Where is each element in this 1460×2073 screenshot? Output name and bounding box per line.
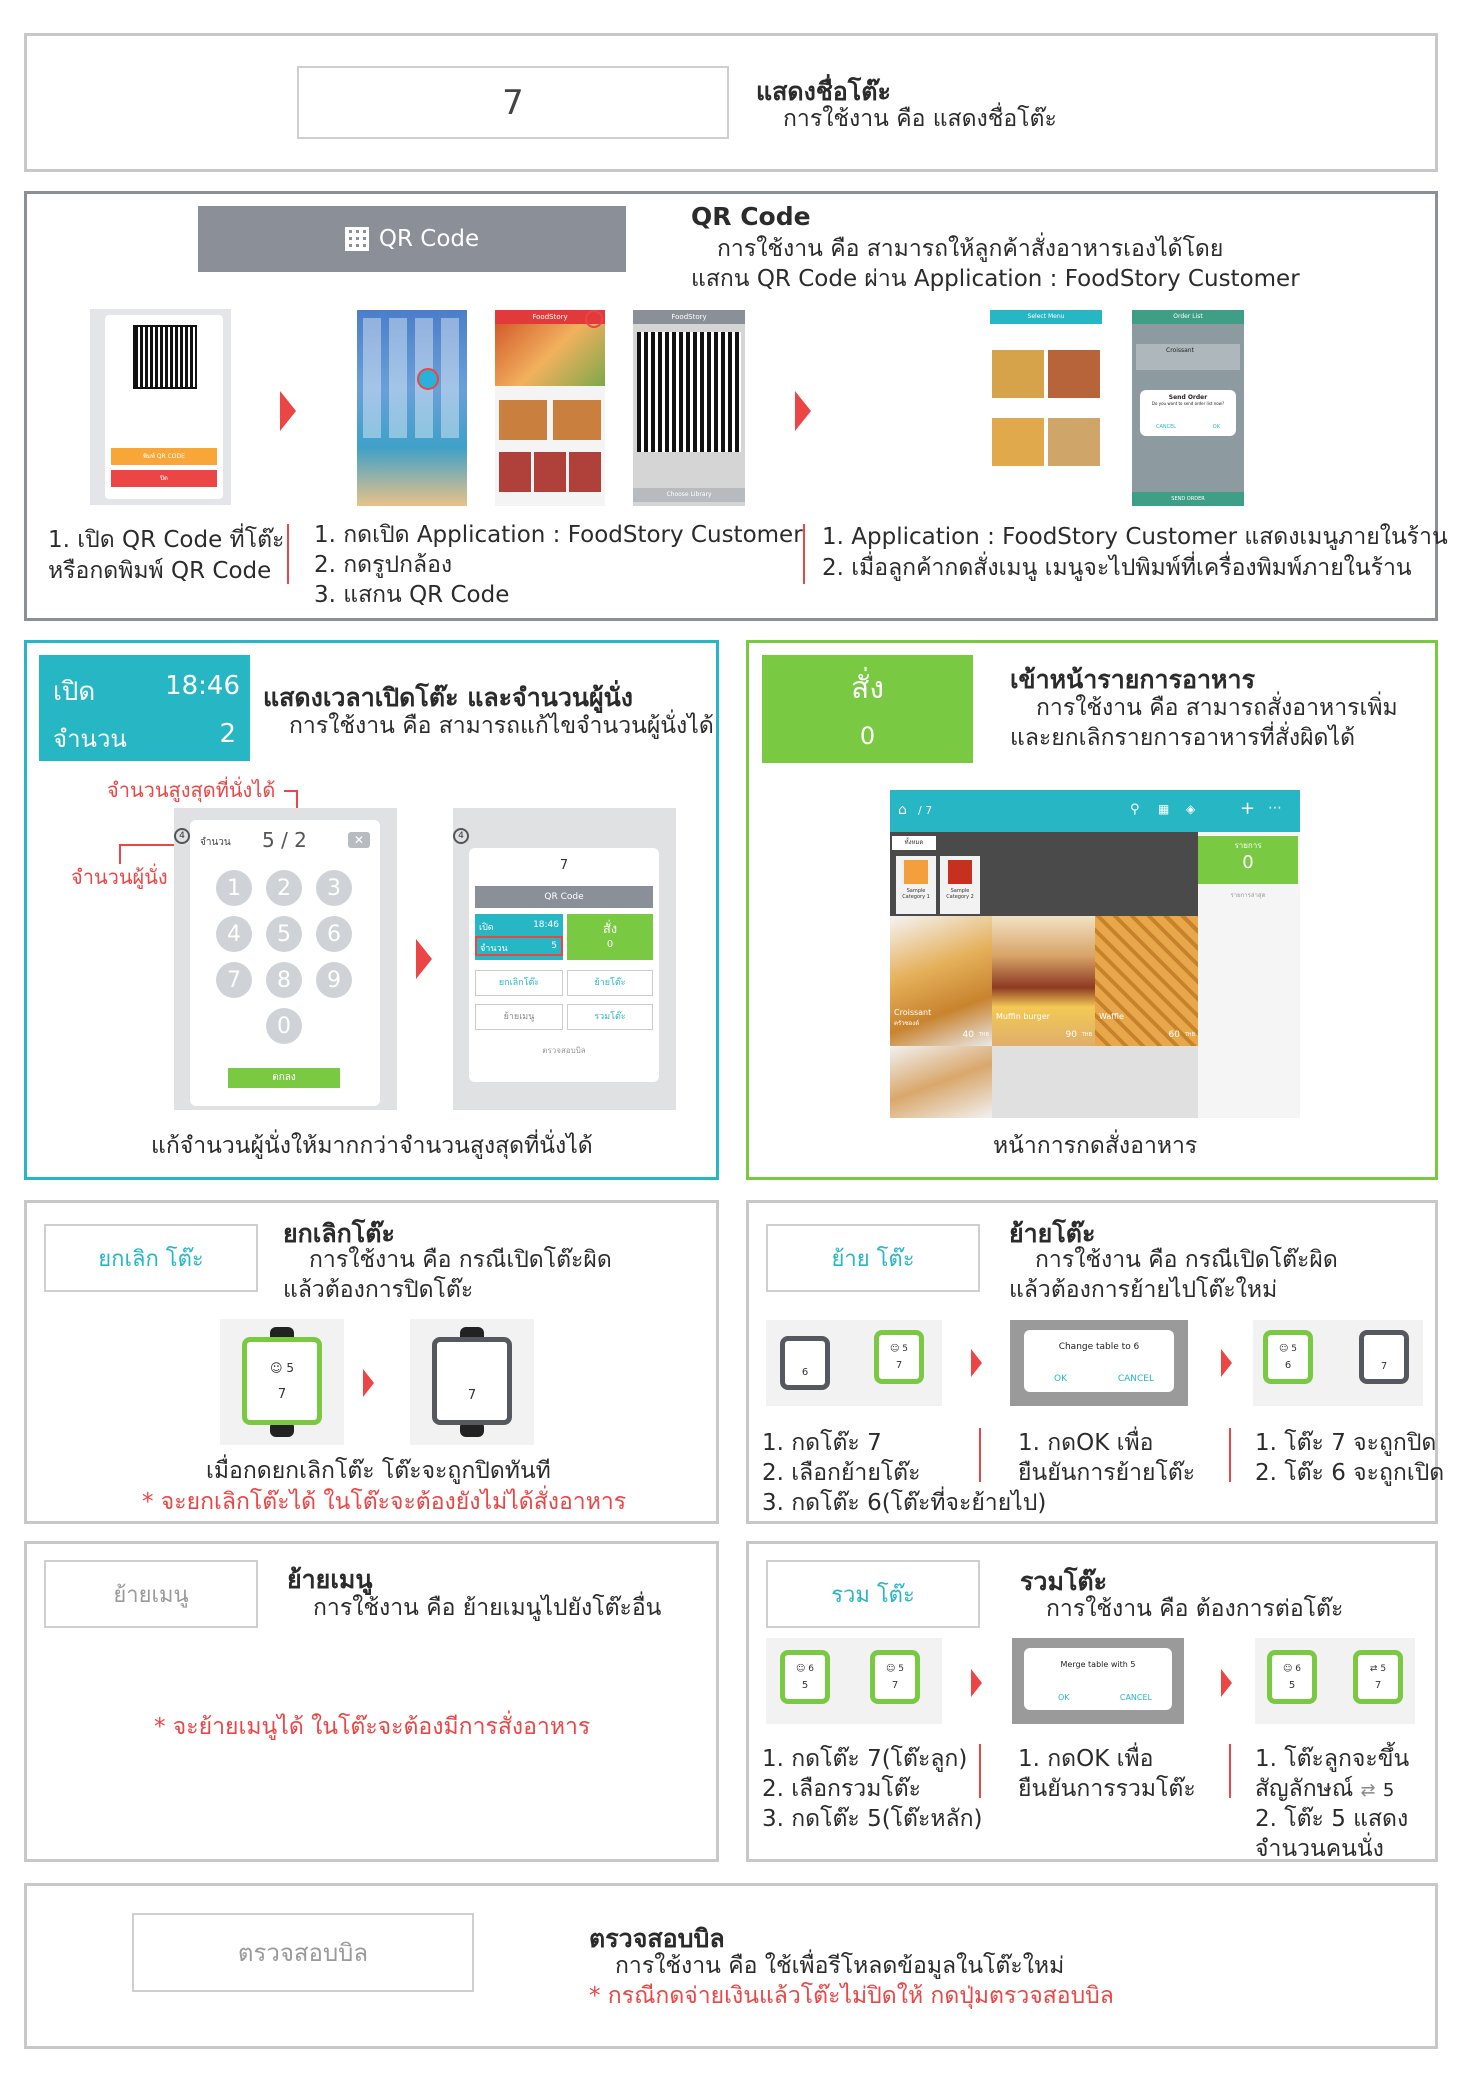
table-name-title: แสดงชื่อโต๊ะ <box>756 77 891 106</box>
order-box[interactable] <box>762 655 973 763</box>
open-time: 18:46 <box>165 671 240 701</box>
cancel-table-button-label: ยกเลิก โต๊ะ <box>98 1246 204 1272</box>
popup-card <box>469 848 659 1082</box>
merge-seat5-before: ☺ 5 <box>886 1663 904 1674</box>
open-time-panel <box>24 640 719 1180</box>
merge-divider-1 <box>979 1744 981 1798</box>
qr-step2-line3: 3. แสกน QR Code <box>314 582 510 608</box>
open-arrow <box>416 939 432 979</box>
category-tab-all[interactable]: ทั้งหมด <box>892 836 936 850</box>
keypad-ok-button[interactable]: ตกลง <box>228 1068 340 1088</box>
merge-col3-line1: 1. โต๊ะลูกจะขึ้น <box>1255 1746 1410 1772</box>
popup-order-label: สั่ง <box>602 922 618 937</box>
foodstory-header: FoodStory <box>495 310 605 324</box>
count-value: 2 <box>219 719 236 749</box>
qr-step1-line1: 1. เปิด QR Code ที่โต๊ะ <box>48 527 285 553</box>
cancel-title: ยกเลิกโต๊ะ <box>283 1219 395 1248</box>
menu-item-muffin-currency: THB <box>1081 1032 1092 1038</box>
merge-table-7-after-name: 7 <box>1374 1679 1382 1691</box>
move-table-button-label: ย้าย โต๊ะ <box>831 1246 915 1272</box>
open-count-box[interactable] <box>39 655 250 761</box>
table-7-closed[interactable] <box>432 1337 512 1425</box>
send-order-question: Do you want to send order list now? <box>1151 401 1225 406</box>
menu-item-waffle-price: 60 <box>1168 1030 1180 1040</box>
foodstory-app-icon <box>417 368 439 390</box>
food-thumb-row <box>499 400 601 440</box>
popup-qr-button[interactable]: QR Code <box>475 886 653 908</box>
qr-step1-line2: หรือกดพิมพ์ QR Code <box>48 558 272 584</box>
move-col2-line1: 1. กดOK เพื่อ <box>1018 1430 1154 1456</box>
open-label: เปิด <box>53 677 96 707</box>
table-popup-screenshot <box>453 808 676 1110</box>
menu-item-croissant-sub: ครัวซองต์ <box>894 1020 920 1027</box>
merge-table-cancel[interactable]: CANCEL <box>1119 1693 1152 1702</box>
menu-item-toast[interactable] <box>890 1046 992 1118</box>
check-bill-button-label: ตรวจสอบบิล <box>237 1939 369 1967</box>
phone-home-screenshot <box>357 310 467 506</box>
move-col1-line3: 3. กดโต๊ะ 6(โต๊ะที่จะย้ายไป) <box>762 1490 1047 1516</box>
menu-item-waffle-currency: THB <box>1184 1032 1195 1038</box>
table-closed-screenshot <box>410 1319 534 1445</box>
merge-col3-line2 <box>1255 1774 1394 1806</box>
qr-desc-2: แสกน QR Code ผ่าน Application : FoodStory Customer <box>691 266 1300 292</box>
move-table-7-before[interactable] <box>874 1330 924 1384</box>
order-list-header: Order List <box>1132 310 1244 324</box>
backspace-icon[interactable]: ✕ <box>348 832 370 848</box>
move-desc-1: การใช้งาน คือ กรณีเปิดโต๊ะผิด <box>1035 1247 1338 1273</box>
qr-panel <box>24 191 1448 621</box>
move-arrow-1 <box>971 1349 982 1377</box>
order-desc-1: การใช้งาน คือ สามารถสั่งอาหารเพิ่ม <box>1036 695 1398 721</box>
merge-seat6-before-count: 6 <box>808 1663 814 1674</box>
change-table-cancel[interactable]: CANCEL <box>1117 1374 1154 1384</box>
move-seat-before-count: 5 <box>902 1343 908 1354</box>
move-menu-note: * จะย้ายเมนูได้ ในโต๊ะจะต้องมีการสั่งอาหาร <box>154 1714 591 1740</box>
home-icon[interactable]: ⌂ <box>898 802 907 818</box>
choose-library-button[interactable]: Choose Library <box>633 488 745 502</box>
qr-step2-line2: 2. กดรูปกล้อง <box>314 552 453 578</box>
popup-open-label: เปิด <box>479 923 494 933</box>
qr-step3-line2: 2. เมื่อลูกค้ากดสั่งเมนู เมนูจะไปพิมพ์ที่เครื่องพิมพ์ภายในร้าน <box>822 555 1412 581</box>
send-order-dialog <box>1140 390 1236 436</box>
merge-arrow-1 <box>971 1669 982 1697</box>
move-table-panel <box>746 1200 1445 1524</box>
keypad-key-3[interactable]: 3 <box>316 870 352 906</box>
qr-scanner-screenshot <box>633 310 745 506</box>
merge-col2-line1: 1. กดOK เพื่อ <box>1018 1746 1154 1772</box>
cancel-table-button[interactable] <box>44 1224 258 1292</box>
count-label: จำนวน <box>53 725 127 753</box>
category-bar <box>890 832 1198 916</box>
annotation-seated: จำนวนผู้นั่ง <box>71 865 168 889</box>
move-dialog-screenshot <box>1010 1320 1188 1406</box>
foodstory-app-screenshot <box>495 310 605 506</box>
table-7-open[interactable] <box>242 1337 322 1425</box>
check-bill-note: * กรณีกดจ่ายเงินแล้วโต๊ะไม่ปิดให้ กดปุ่มตรวจสอบบิล <box>589 1983 1114 2009</box>
move-table-6-after[interactable] <box>1263 1330 1313 1384</box>
order-caption: หน้าการกดสั่งอาหาร <box>993 1133 1198 1159</box>
order-title: เข้าหน้ารายการอาหาร <box>1010 665 1255 694</box>
move-before-screenshot <box>766 1320 942 1406</box>
move-arrow-2 <box>1221 1349 1232 1377</box>
table-7-closed-name: 7 <box>467 1387 477 1403</box>
merge-title: รวมโต๊ะ <box>1020 1567 1108 1596</box>
merge-col3-line4: จำนวนคนนั่ง <box>1255 1836 1384 1862</box>
qr-divider-2 <box>803 524 805 584</box>
move-table-button[interactable] <box>766 1224 980 1292</box>
open-caption: แก้จำนวนผู้นั่งให้มากกว่าจำนวนสูงสุดที่นั่งได้ <box>151 1133 593 1159</box>
order-list-label: รายการ <box>1234 841 1262 850</box>
table-7-name: 7 <box>277 1386 287 1402</box>
more-icon[interactable]: ⋯ <box>1268 800 1282 816</box>
send-order-ok[interactable]: OK <box>1212 424 1220 430</box>
qr-arrow-2 <box>795 391 811 431</box>
check-bill-button[interactable] <box>132 1913 474 1992</box>
qr-step3-line1: 1. Application : FoodStory Customer แสดงเมนูภายในร้าน <box>822 524 1448 550</box>
food-thumb-row-2 <box>499 452 601 492</box>
merge-after-screenshot <box>1255 1638 1415 1724</box>
popup-count-highlight <box>475 936 563 956</box>
merge-table-7-after[interactable] <box>1353 1650 1403 1704</box>
menu-item-muffin[interactable] <box>992 916 1095 1046</box>
table-open-screenshot <box>220 1319 344 1445</box>
change-table-text: Change table to 6 <box>1058 1342 1140 1352</box>
merge-col1-line2: 2. เลือกรวมโต๊ะ <box>762 1776 922 1802</box>
qr-print-button[interactable]: พิมพ์ QR CODE <box>111 448 217 465</box>
merge-col3-symbol-text: สัญลักษณ์ <box>1255 1776 1354 1802</box>
qr-icon <box>345 227 369 251</box>
qr-step2-line1: 1. กดเปิด Application : FoodStory Customer <box>314 522 803 548</box>
open-title: แสดงเวลาเปิดโต๊ะ และจำนวนผู้นั่ง <box>263 683 633 712</box>
cancel-desc-2: แล้วต้องการปิดโต๊ะ <box>283 1277 474 1303</box>
qr-code-image <box>135 327 195 387</box>
move-seat-after: ☺ 5 <box>1279 1343 1297 1354</box>
popup-order-box[interactable] <box>567 914 653 960</box>
merge-table-5-after-name: 5 <box>1288 1679 1296 1691</box>
keypad-key-6[interactable]: 6 <box>316 916 352 952</box>
qr-close-button[interactable]: ปิด <box>111 470 217 487</box>
keypad-key-9[interactable]: 9 <box>316 962 352 998</box>
menu-item-waffle-name: Waffle <box>1099 1012 1124 1021</box>
merge-divider-2 <box>1229 1744 1231 1798</box>
menu-item-croissant-currency: THB <box>978 1032 989 1038</box>
menu-item-croissant-name: Croissant <box>894 1008 932 1017</box>
select-menu-screenshot <box>990 310 1102 506</box>
qr-arrow-1 <box>280 391 296 431</box>
menu-item-muffin-price: 90 <box>1065 1030 1077 1040</box>
tag-icon[interactable]: ◈ <box>1186 802 1196 816</box>
send-order-cancel[interactable]: CANCEL <box>1156 424 1177 430</box>
move-table-7-after[interactable] <box>1359 1330 1409 1384</box>
move-col1-line2: 2. เลือกย้ายโต๊ะ <box>762 1460 921 1486</box>
merge-seat6-before: ☺ 6 <box>796 1663 814 1674</box>
qr-code-button-label: QR Code <box>378 226 480 252</box>
change-table-ok[interactable]: OK <box>1054 1374 1067 1384</box>
popup-merge-button[interactable]: รวมโต๊ะ <box>567 1004 653 1030</box>
order-list-box[interactable] <box>1198 836 1298 884</box>
merge-table-7-before-name: 7 <box>891 1679 899 1691</box>
merge-table-5-before[interactable] <box>780 1650 830 1704</box>
open-desc: การใช้งาน คือ สามารถแก้ไขจำนวนผู้นั่งได้ <box>289 713 714 739</box>
category-2[interactable] <box>940 856 980 914</box>
check-bill-panel <box>24 1883 1438 2049</box>
cancel-arrow <box>363 1369 374 1397</box>
order-breadcrumb: / 7 <box>918 804 933 817</box>
keypad-card <box>190 820 380 1106</box>
order-screen-screenshot <box>890 790 1300 1118</box>
search-icon[interactable]: ⚲ <box>1130 802 1140 817</box>
table-name-desc: การใช้งาน คือ แสดงชื่อโต๊ะ <box>783 106 1057 132</box>
popup-open-box[interactable] <box>475 914 563 960</box>
table-name-panel <box>24 33 1438 172</box>
table-badge-2: 4 <box>453 828 469 844</box>
merge-table-button-label: รวม โต๊ะ <box>831 1582 915 1608</box>
table-name-display <box>297 66 729 139</box>
scanner-header: FoodStory <box>633 310 745 324</box>
scanned-qr-image <box>637 332 741 452</box>
move-divider-2 <box>1229 1428 1231 1482</box>
merge-col2-line2: ยืนยันการรวมโต๊ะ <box>1018 1776 1196 1802</box>
merge-seat6-after-count: 6 <box>1295 1663 1301 1674</box>
move-table-7-after-name: 7 <box>1380 1360 1388 1372</box>
keypad-key-5[interactable]: 5 <box>266 916 302 952</box>
category-2-label: Sample Category 2 <box>946 888 974 900</box>
keypad-key-2[interactable]: 2 <box>266 870 302 906</box>
merge-link-after: ⇄ 5 <box>1369 1663 1387 1674</box>
move-col3-line1: 1. โต๊ะ 7 จะถูกปิด <box>1255 1430 1437 1456</box>
popup-table-name: 7 <box>559 858 569 873</box>
menu-item-muffin-name: Muffin burger <box>996 1012 1050 1021</box>
move-col3-line2: 2. โต๊ะ 6 จะถูกเปิด <box>1255 1460 1445 1486</box>
merge-table-button[interactable] <box>766 1560 980 1628</box>
change-table-dialog <box>1024 1330 1174 1392</box>
croissant-thumb <box>992 350 1044 398</box>
annotation-seated-line <box>119 844 121 864</box>
qr-code-button[interactable] <box>198 206 626 272</box>
move-seat-after-count: 5 <box>1291 1343 1297 1354</box>
move-table-6-before[interactable] <box>780 1336 830 1390</box>
qr-desc-1: การใช้งาน คือ สามารถให้ลูกค้าสั่งอาหารเองได้โดย <box>717 236 1224 262</box>
check-bill-desc: การใช้งาน คือ ใช้เพื่อรีโหลดข้อมูลในโต๊ะใหม่ <box>615 1953 1065 1979</box>
check-bill-title: ตรวจสอบบิล <box>589 1924 725 1953</box>
order-topbar <box>890 790 1300 832</box>
merge-col1-line1: 1. กดโต๊ะ 7(โต๊ะลูก) <box>762 1746 968 1772</box>
move-menu-button-label: ย้ายเมนู <box>113 1582 189 1608</box>
popup-cancel-button[interactable]: ยกเลิกโต๊ะ <box>475 970 563 996</box>
category-1-label: Sample Category 1 <box>902 888 930 900</box>
move-col2-line2: ยืนยันการย้ายโต๊ะ <box>1018 1460 1196 1486</box>
merge-table-text: Merge table with 5 <box>1060 1660 1136 1669</box>
move-table-7-before-name: 7 <box>895 1359 903 1371</box>
order-list-value: 0 <box>1242 852 1254 873</box>
move-col1-line1: 1. กดโต๊ะ 7 <box>762 1430 882 1456</box>
move-seat-before: ☺ 5 <box>890 1343 908 1354</box>
keypad-label: จำนวน <box>200 837 231 848</box>
move-menu-panel <box>24 1541 719 1862</box>
merge-arrow-2 <box>1221 1669 1232 1697</box>
merge-link-after-num: 5 <box>1380 1663 1387 1674</box>
menu-item-croissant-price: 40 <box>962 1030 974 1040</box>
popup-check-bill[interactable]: ตรวจสอบบิล <box>542 1046 586 1055</box>
move-menu-desc: การใช้งาน คือ ย้ายเมนูไปยังโต๊ะอื่น <box>313 1595 662 1621</box>
cancel-caption: เมื่อกดยกเลิกโต๊ะ โต๊ะจะถูกปิดทันที <box>206 1458 551 1484</box>
qr-top-icon[interactable]: ▦ <box>1158 802 1170 816</box>
table-7-seat: ☺ 5 <box>270 1360 294 1375</box>
qr-title: QR Code <box>691 202 811 231</box>
send-order-button[interactable]: SEND ORDER <box>1132 492 1244 506</box>
popup-move-button[interactable]: ย้ายโต๊ะ <box>567 970 653 996</box>
keypad-key-1[interactable]: 1 <box>216 870 252 906</box>
qr-popup-screenshot <box>90 309 231 505</box>
popup-move-menu-button[interactable]: ย้ายเมนู <box>475 1004 563 1030</box>
merge-table-5-before-name: 5 <box>801 1679 809 1691</box>
order-desc-2: และยกเลิกรายการอาหารที่สั่งผิดได้ <box>1010 725 1355 751</box>
table-badge: 4 <box>174 828 190 844</box>
cancel-desc-1: การใช้งาน คือ กรณีเปิดโต๊ะผิด <box>309 1247 612 1273</box>
merge-before-screenshot <box>766 1638 942 1724</box>
merge-dialog-screenshot <box>1012 1638 1184 1724</box>
category-1-thumb <box>904 860 928 884</box>
keypad-key-8[interactable]: 8 <box>266 962 302 998</box>
cancel-note: * จะยกเลิกโต๊ะได้ ในโต๊ะจะต้องยังไม่ได้สั่งอาหาร <box>142 1489 627 1515</box>
popup-count-label: จำนวน <box>480 944 508 954</box>
move-title: ย้ายโต๊ะ <box>1009 1219 1096 1248</box>
merge-col3-symbol-num: 5 <box>1382 1780 1395 1801</box>
waffle-thumb <box>992 418 1044 466</box>
move-table-6-before-name: 6 <box>801 1366 809 1378</box>
food-banner <box>495 324 605 386</box>
merge-seat5-before-count: 5 <box>898 1663 904 1674</box>
move-divider-1 <box>979 1428 981 1482</box>
merge-table-ok[interactable]: OK <box>1058 1693 1070 1702</box>
app-grid <box>363 318 461 438</box>
toast-thumb <box>1048 418 1100 466</box>
order-list-screenshot <box>1132 310 1244 506</box>
keypad-screenshot <box>174 808 397 1110</box>
move-menu-button[interactable] <box>44 1560 258 1628</box>
move-desc-2: แล้วต้องการย้ายไปโต๊ะใหม่ <box>1009 1277 1278 1303</box>
order-label: สั่ง <box>851 671 884 706</box>
order-value: 0 <box>859 722 876 750</box>
menu-item-croissant[interactable] <box>890 916 992 1046</box>
popup-order-value: 0 <box>606 939 614 950</box>
order-panel <box>746 640 1438 1180</box>
keypad-key-7[interactable]: 7 <box>216 962 252 998</box>
popup-count-value: 5 <box>551 941 557 951</box>
add-icon[interactable]: + <box>1240 798 1256 819</box>
merge-desc: การใช้งาน คือ ต้องการต่อโต๊ะ <box>1046 1596 1344 1622</box>
merge-table-7-before[interactable] <box>870 1650 920 1704</box>
muffin-thumb <box>1048 350 1100 398</box>
order-list-sub: รายการล่าสุด <box>1230 892 1266 899</box>
merge-link-icon: ⇄ <box>1360 1780 1376 1801</box>
merge-col3-line3: 2. โต๊ะ 5 แสดง <box>1255 1806 1409 1832</box>
menu-empty-area <box>992 1046 1198 1118</box>
merge-col1-line3: 3. กดโต๊ะ 5(โต๊ะหลัก) <box>762 1806 983 1832</box>
annotation-max-seats: จำนวนสูงสุดที่นั่งได้ <box>107 778 276 802</box>
move-after-screenshot <box>1253 1320 1423 1406</box>
merge-table-5-after[interactable] <box>1267 1650 1317 1704</box>
keypad-value: 5 / 2 <box>262 828 307 852</box>
category-1[interactable] <box>896 856 936 914</box>
table-7-seat-count: 5 <box>286 1360 294 1375</box>
merge-table-panel <box>746 1541 1438 1862</box>
move-table-6-after-name: 6 <box>1284 1359 1292 1371</box>
cancel-table-panel <box>24 1200 719 1524</box>
camera-icon-highlight <box>585 310 603 328</box>
keypad-key-0[interactable]: 0 <box>266 1008 302 1044</box>
qr-card <box>105 315 223 499</box>
keypad-key-4[interactable]: 4 <box>216 916 252 952</box>
send-order-title: Send Order <box>1168 394 1208 401</box>
order-item-croissant: Croissant <box>1136 344 1240 370</box>
select-menu-header: Select Menu <box>990 310 1102 324</box>
merge-table-dialog <box>1024 1648 1172 1710</box>
table-name-value: 7 <box>502 82 524 123</box>
move-menu-title: ย้ายเมนู <box>287 1565 373 1594</box>
merge-seat6-after: ☺ 6 <box>1283 1663 1301 1674</box>
popup-open-time: 18:46 <box>533 920 559 930</box>
qr-divider-1 <box>287 524 289 584</box>
category-2-thumb <box>948 860 972 884</box>
menu-item-waffle[interactable] <box>1095 916 1198 1046</box>
